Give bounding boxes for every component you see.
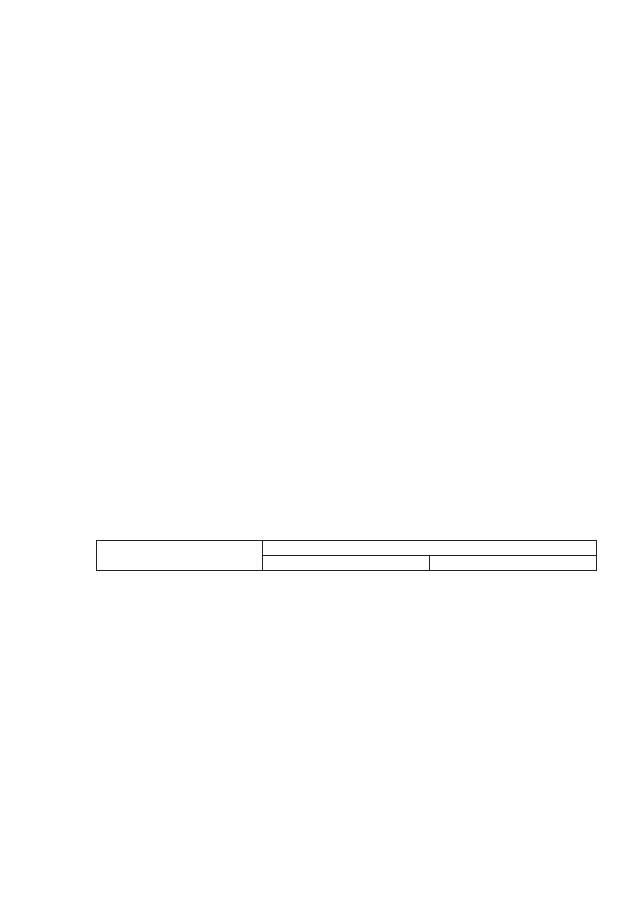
header-spruce — [430, 556, 597, 571]
header-age — [97, 541, 263, 571]
header-trunks-per-ha — [263, 541, 597, 556]
header-pine — [263, 556, 430, 571]
density-table — [96, 540, 597, 571]
